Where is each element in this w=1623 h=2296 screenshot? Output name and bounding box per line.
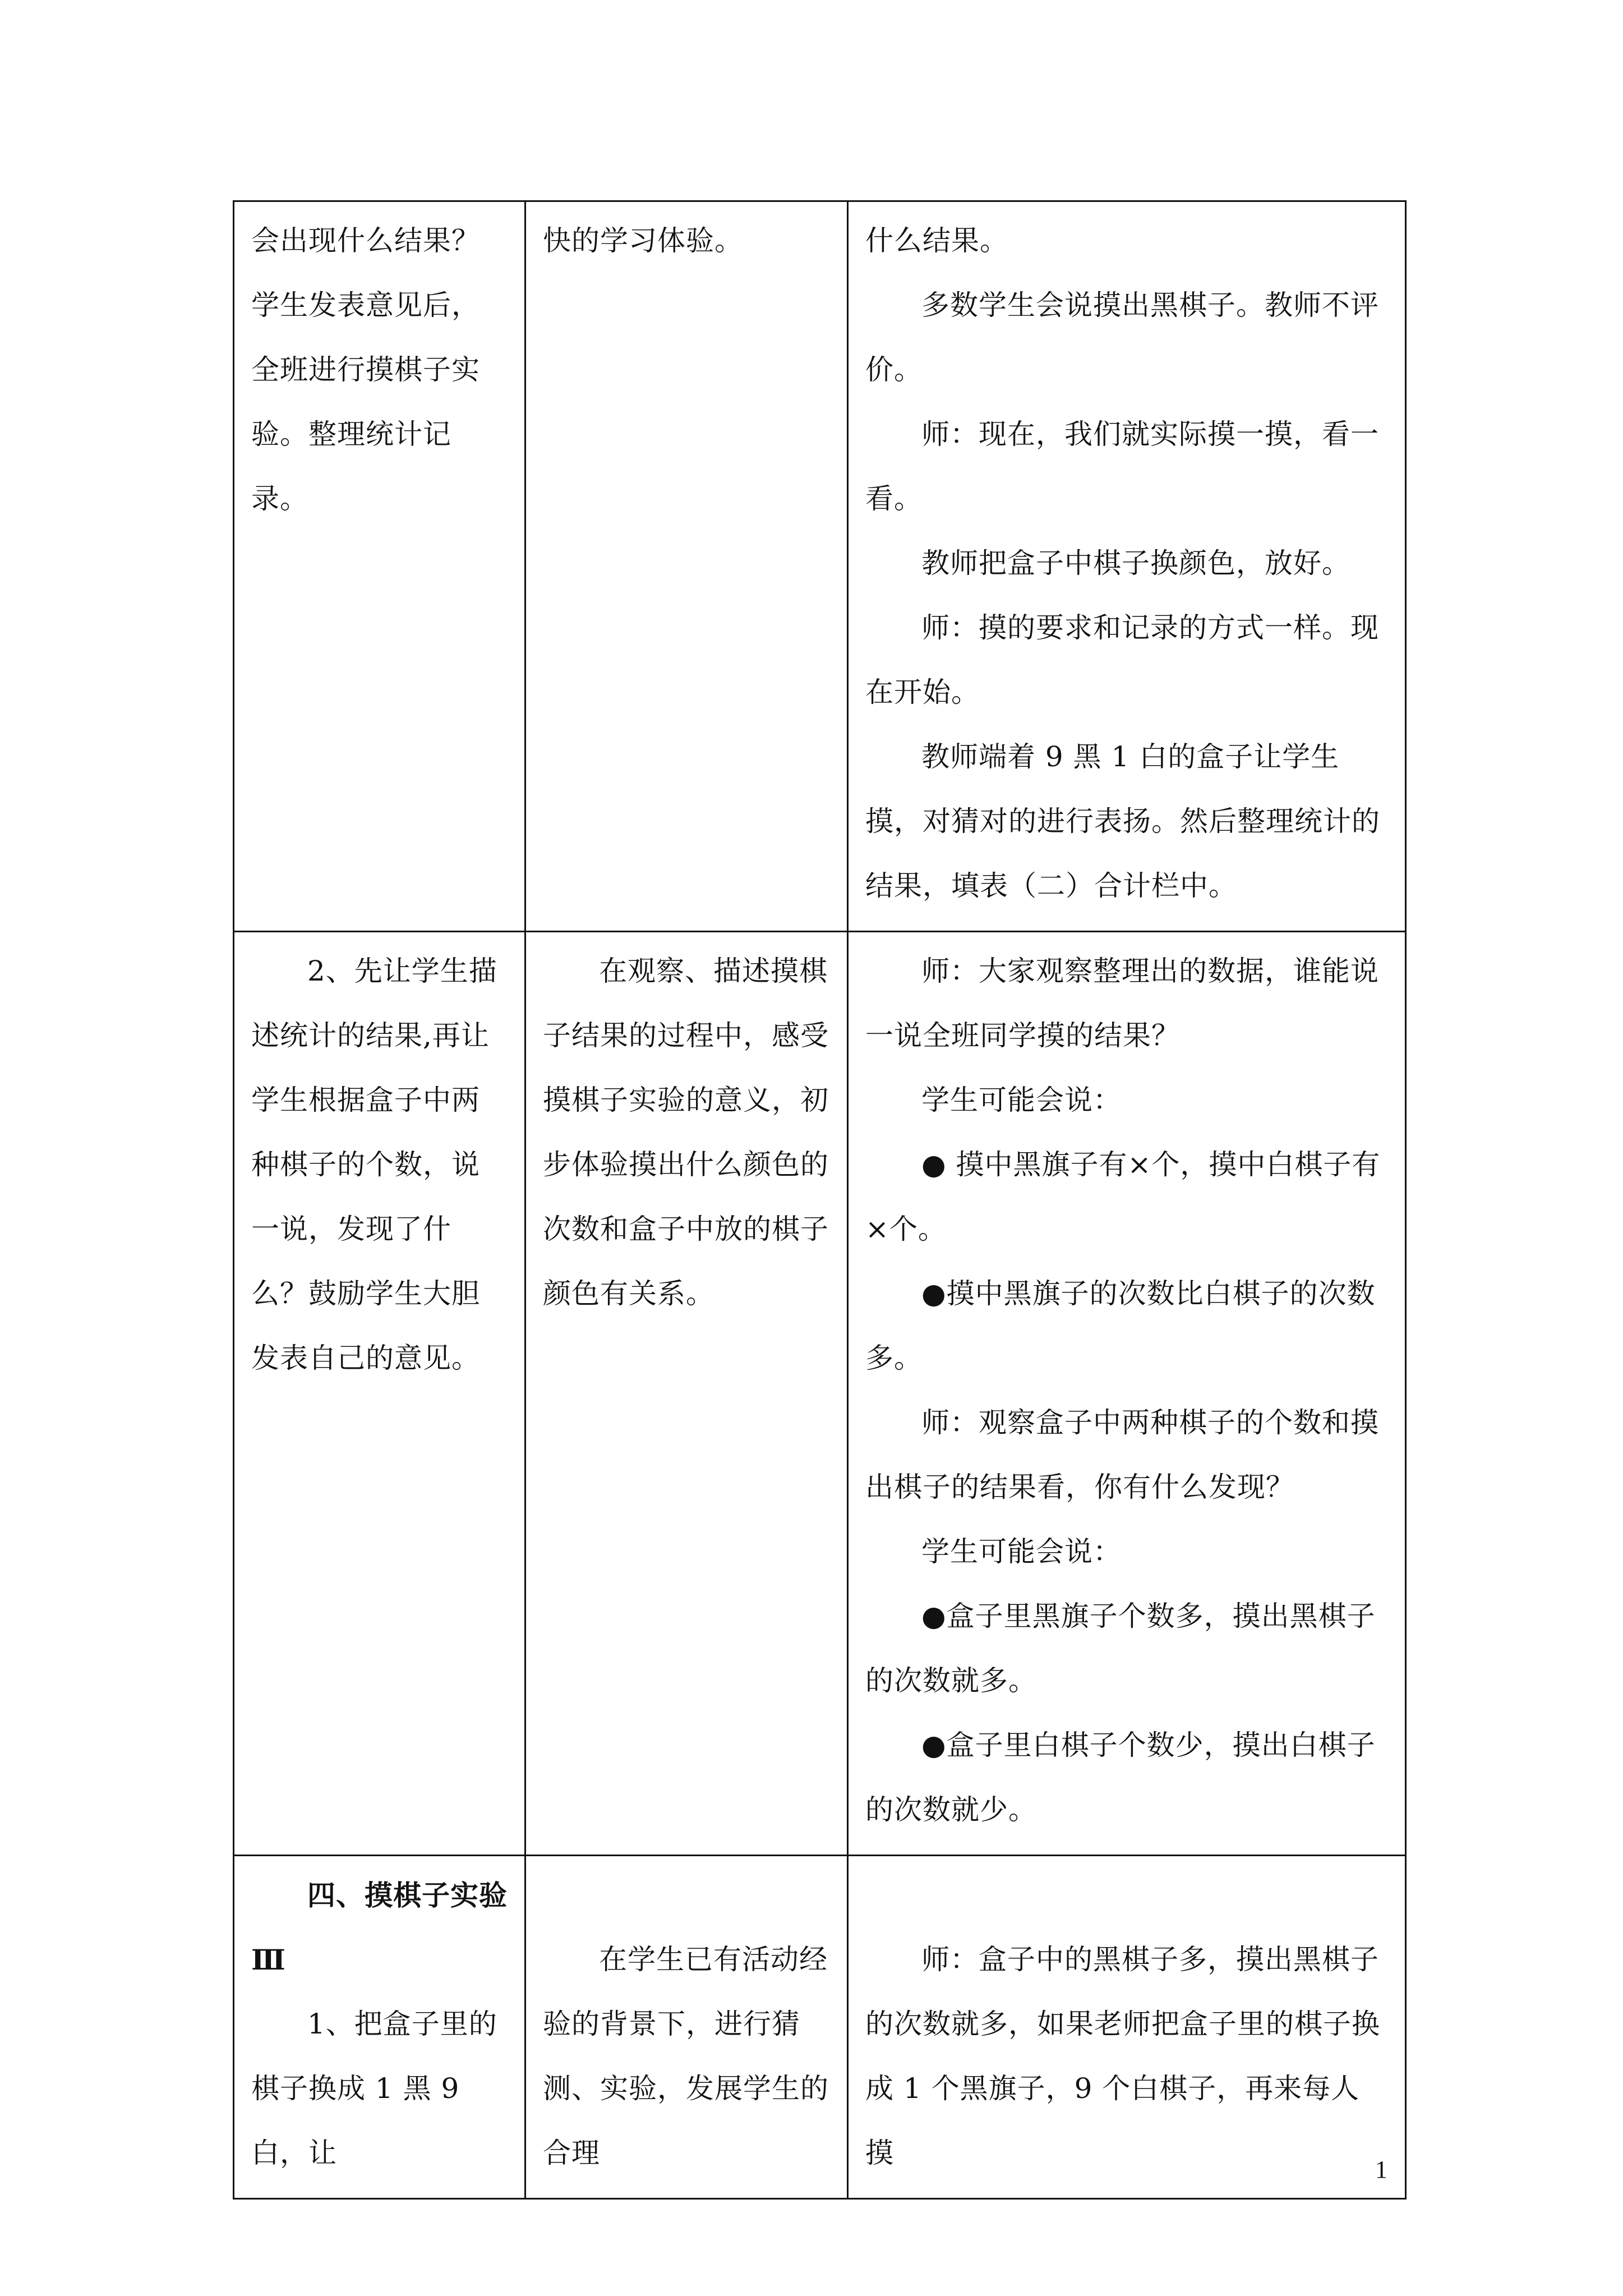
activity-cell	[234, 201, 525, 932]
table-row	[234, 932, 1406, 1856]
section-heading-numeral: Ⅲ	[251, 1943, 286, 1976]
process-text: ● 摸中黑旗子有×个，摸中白棋子有×个。	[865, 1148, 1381, 1245]
intent-cell	[525, 932, 848, 1856]
table-row	[234, 1856, 1406, 2199]
process-text: 教师把盒子中棋子换颜色，放好。	[921, 547, 1350, 579]
process-text: ●盒子里白棋子个数少，摸出白棋子的次数就少。	[865, 1729, 1376, 1826]
process-text: 师：观察盒子中两种棋子的个数和摸出棋子的结果看，你有什么发现？	[865, 1406, 1379, 1503]
process-text: 多数学生会说摸出黑棋子。教师不评价。	[865, 289, 1379, 386]
activity-cell	[234, 1856, 525, 2199]
process-cell	[848, 932, 1406, 1856]
process-text: 师：摸的要求和记录的方式一样。现在开始。	[865, 611, 1379, 708]
process-cell	[848, 201, 1406, 932]
activity-cell	[234, 932, 525, 1856]
process-text: 师：现在，我们就实际摸一摸，看一看。	[865, 418, 1379, 515]
activity-text: 会出现什么结果？学生发表意见后，全班进行摸棋子实验。整理统计记录。	[251, 224, 480, 515]
page-number: 1	[1375, 2156, 1387, 2183]
activity-text: 1、把盒子里的棋子换成 1 黑 9 白，让	[251, 2008, 497, 2169]
lesson-plan-table	[233, 200, 1407, 2200]
process-text: 教师端着 9 黑 1 白的盒子让学生摸，对猜对的进行表扬。然后整理统计的结果，填表（二）合计栏中。	[865, 740, 1380, 902]
activity-text: 2、先让学生描述统计的结果,再让学生根据盒子中两种棋子的个数，说一说，发现了什么？鼓励学生大胆发表自己的意见。	[251, 955, 497, 1374]
intent-text: 快的学习体验。	[543, 224, 743, 257]
process-text: 师：大家观察整理出的数据，谁能说一说全班同学摸的结果？	[865, 955, 1379, 1052]
intent-cell	[525, 1856, 848, 2199]
process-text: 师：盒子中的黑棋子多，摸出黑棋子的次数就多，如果老师把盒子里的棋子换成 1 个黑旗子，9 个白棋子，再来每人摸	[865, 1943, 1380, 2169]
intent-text: 在学生已有活动经验的背景下，进行猜测、实验，发展学生的合理	[543, 1943, 829, 2169]
section-heading: 四、摸棋子实验	[307, 1879, 508, 1912]
process-text: 学生可能会说：	[921, 1084, 1122, 1116]
process-text: 什么结果。	[865, 224, 1008, 257]
spacer	[865, 1863, 1388, 1927]
process-cell	[848, 1856, 1406, 2199]
process-text: ●盒子里黑旗子个数多，摸出黑棋子的次数就多。	[865, 1600, 1376, 1697]
process-text: ●摸中黑旗子的次数比白棋子的次数多。	[865, 1277, 1376, 1374]
table-row	[234, 201, 1406, 932]
intent-cell	[525, 201, 848, 932]
spacer	[543, 1863, 830, 1927]
intent-text: 在观察、描述摸棋子结果的过程中，感受摸棋子实验的意义，初步体验摸出什么颜色的次数和盒子中放的棋子颜色有关系。	[543, 955, 829, 1310]
process-text: 学生可能会说：	[921, 1535, 1122, 1568]
